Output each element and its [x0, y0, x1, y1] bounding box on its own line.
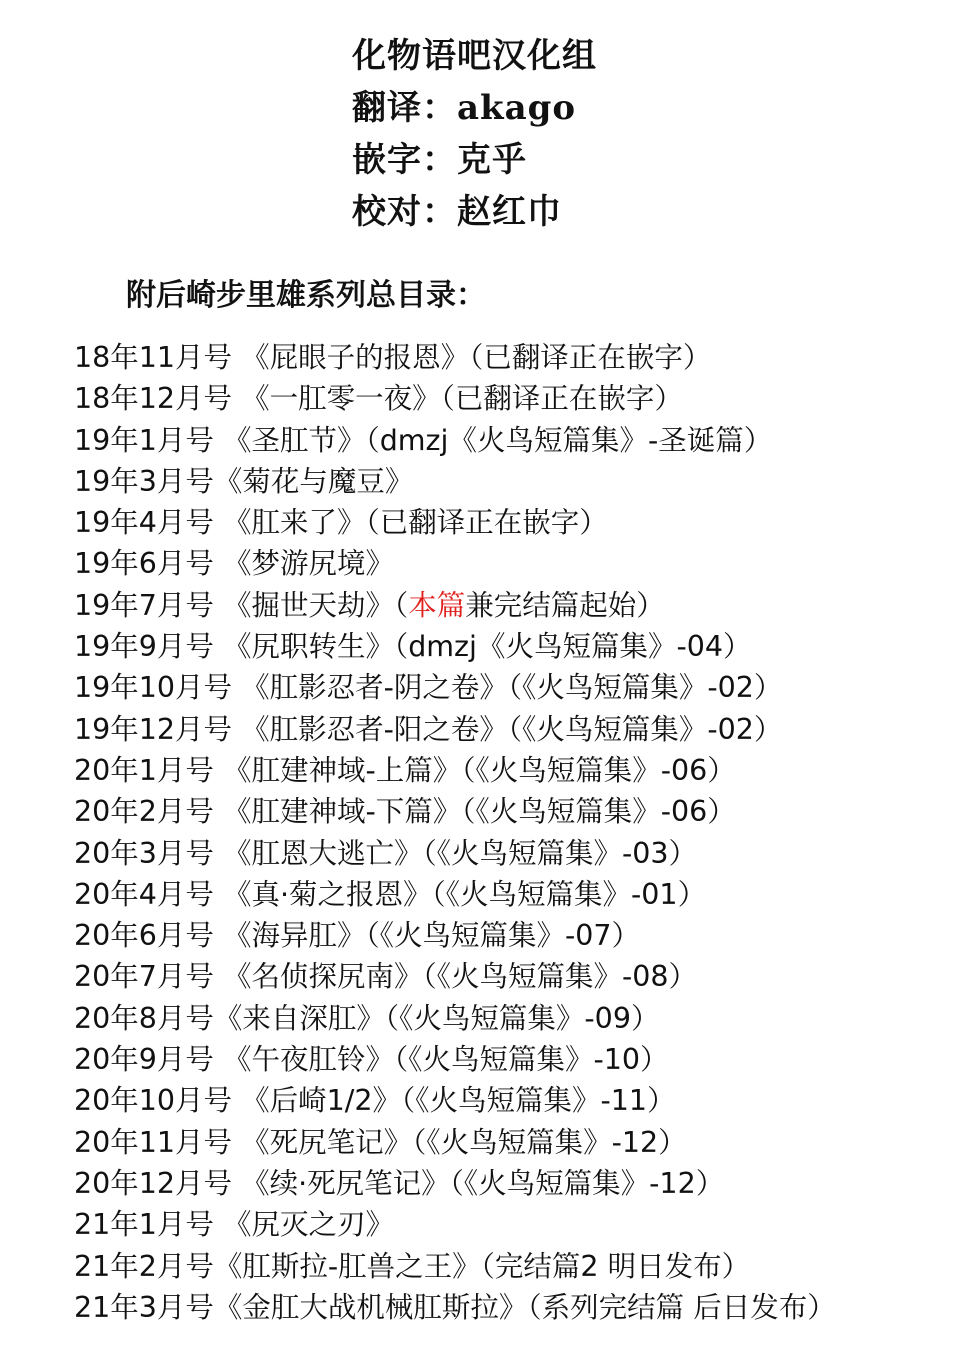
catalog-entry: 20年10月号 《后崎1/2》（《火鸟短篇集》-11） — [74, 1084, 676, 1118]
translator-credit: 翻译：akago — [352, 88, 577, 128]
catalog-entry: 19年3月号《菊花与魔豆》 — [74, 464, 414, 498]
catalog-entry-text: 19年7月号 《掘世天劫》（ — [74, 588, 409, 622]
catalog-entry: 20年11月号 《死尻笔记》（《火鸟短篇集》-12） — [74, 1125, 687, 1159]
catalog-entry-current — [74, 585, 836, 626]
catalog-entry: 20年12月号 《续·死尻笔记》（《火鸟短篇集》-12） — [74, 1166, 725, 1200]
catalog-entry: 20年6月号 《海异肛》（《火鸟短篇集》-07） — [74, 919, 641, 953]
catalog-entry: 18年11月号 《屁眼子的报恩》（已翻译正在嵌字） — [74, 341, 712, 374]
catalog-entry: 20年3月号 《肛恩大逃亡》（《火鸟短篇集》-03） — [74, 836, 698, 870]
group-name: 化物语吧汉化组 — [352, 36, 597, 76]
catalog-entry: 19年10月号 《肛影忍者-阴之卷》（《火鸟短篇集》-02） — [74, 671, 783, 705]
catalog-entry: 19年4月号 《肛来了》（已翻译正在嵌字） — [74, 506, 608, 540]
catalog-entry: 20年8月号《来自深肛》（《火鸟短篇集》-09） — [74, 1001, 660, 1035]
catalog-entry: 19年9月号 《尻职转生》（dmzj《火鸟短篇集》-04） — [74, 630, 752, 664]
catalog-list — [74, 337, 836, 1328]
catalog-entry: 19年1月号 《圣肛节》（dmzj《火鸟短篇集》-圣诞篇） — [74, 423, 773, 457]
catalog-entry: 21年2月号《肛斯拉-肛兽之王》（完结篇2 明日发布） — [74, 1249, 751, 1283]
credits-block — [352, 30, 597, 238]
catalog-heading: 附后崎步里雄系列总目录： — [126, 278, 486, 313]
catalog-entry: 21年1月号 《尻灭之刃》 — [74, 1208, 394, 1242]
catalog-entry: 20年7月号 《名侦探尻南》（《火鸟短篇集》-08） — [74, 960, 698, 994]
catalog-entry: 18年12月号 《一肛零一夜》（已翻译正在嵌字） — [74, 382, 683, 416]
catalog-entry: 19年12月号 《肛影忍者-阳之卷》（《火鸟短篇集》-02） — [74, 712, 783, 746]
proofreader-credit: 校对：赵红巾 — [352, 192, 562, 232]
catalog-entry: 20年1月号 《肛建神域-上篇》（《火鸟短篇集》-06） — [74, 753, 736, 787]
catalog-entry: 19年6月号 《梦游尻境》 — [74, 547, 394, 581]
catalog-entry-text: 兼完结篇起始） — [465, 588, 665, 622]
catalog-entry: 20年9月号 《午夜肛铃》（《火鸟短篇集》-10） — [74, 1043, 669, 1077]
catalog-entry: 20年4月号 《真·菊之报恩》（《火鸟短篇集》-01） — [74, 877, 707, 911]
catalog-entry: 21年3月号《金肛大战机械肛斯拉》（系列完结篇 后日发布） — [74, 1290, 836, 1324]
typesetter-credit: 嵌字：克乎 — [352, 140, 527, 180]
catalog-entry: 20年2月号 《肛建神域-下篇》（《火鸟短篇集》-06） — [74, 795, 736, 829]
current-chapter-marker: 本篇 — [408, 588, 466, 622]
